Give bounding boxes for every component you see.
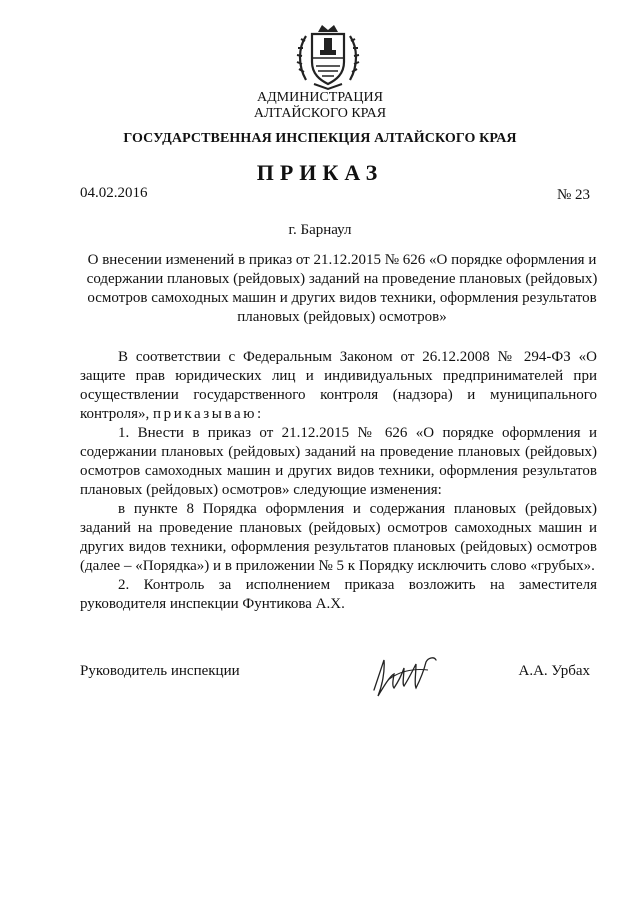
- admin-line-1: АДМИНИСТРАЦИЯ: [257, 90, 383, 105]
- document-city: г. Барнаул: [288, 222, 352, 238]
- signatory-name: А.А. Урбах: [518, 663, 590, 679]
- document-body: [80, 348, 597, 614]
- paragraph-item-1: 1. Внести в приказ от 21.12.2015 № 626 «О порядке оформления и содержании плановых (рейдовых) заданий на проведение плановых (рейдовых) осмотров самоходных машин и других видов техники, оформления результатов плановых (рейдовых) осмотров» следующие изменения:: [80, 425, 597, 498]
- document-date: 04.02.2016: [80, 185, 148, 201]
- handwritten-signature: [368, 650, 442, 702]
- paragraph-item-2: 2. Контроль за исполнением приказа возложить на заместителя руководителя инспекции Фунтикова А.Х.: [80, 577, 597, 612]
- document-number: № 23: [556, 187, 590, 203]
- altai-krai-coat-of-arms-icon: [296, 22, 360, 92]
- paragraph-basis: [80, 348, 597, 424]
- basis-text: В соответствии с Федеральным Законом от 26.12.2008 № 294-ФЗ «О защите прав юридических лиц и индивидуальных предпринимателей при осуществлении государственного контроля (надзора) и муниципального контроля»,: [80, 349, 597, 422]
- document-subject: О внесении изменений в приказ от 21.12.2015 № 626 «О порядке оформления и содержании плановых (рейдовых) заданий на проведение плановых (рейдовых) осмотров самоходных машин и других видов техники, оформления результатов плановых (рейдовых) осмотров»: [86, 252, 598, 325]
- document-type: ПРИКАЗ: [256, 160, 384, 185]
- signatory-role: Руководитель инспекции: [80, 663, 240, 679]
- paragraph-change: в пункте 8 Порядка оформления и содержания плановых (рейдовых) заданий на проведение плановых (рейдовых) осмотров самоходных машин и других видов техники, оформления результатов плановых (рейдовых) осмотров (далее – «Порядка») и в приложении № 5 к Порядку исключить слово «грубых».: [80, 501, 597, 574]
- administration-title: [0, 90, 640, 122]
- inspection-title: ГОСУДАРСТВЕННАЯ ИНСПЕКЦИЯ АЛТАЙСКОГО КРАЯ: [123, 131, 517, 146]
- order-word: приказываю:: [152, 406, 264, 422]
- admin-line-2: АЛТАЙСКОГО КРАЯ: [253, 106, 387, 121]
